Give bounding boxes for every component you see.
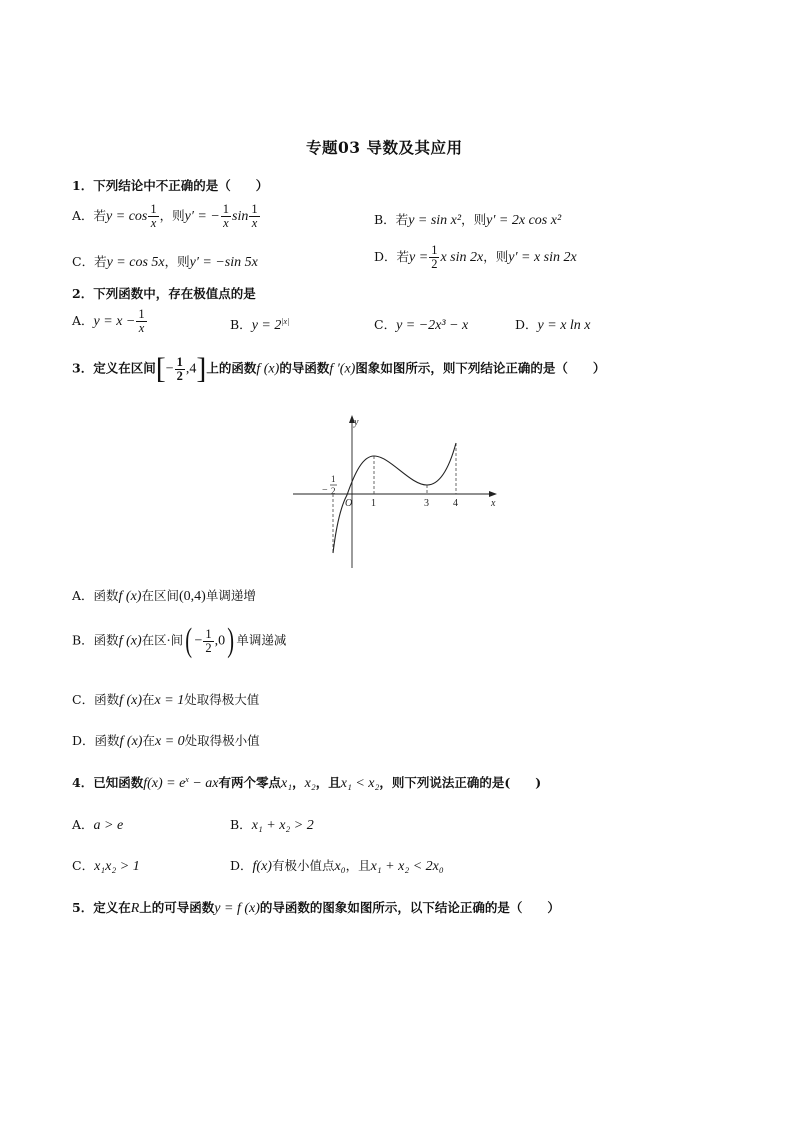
q4-d-ineq: x₁ + x₂ < 2x₀ (370, 859, 444, 874)
q1-d-deriv: y′ = x sin 2x (508, 250, 577, 265)
q3-stem-pre: 3．定义在区间 (72, 360, 156, 376)
q3-option-a (72, 586, 256, 605)
q2-option-d (515, 315, 591, 334)
q3-c-label: C．函数 (72, 692, 120, 707)
q3-c-post: 处取得极大值 (184, 692, 260, 707)
q4-d-func: f(x) (252, 859, 272, 874)
q3-stem-mid: 上的函数 (206, 360, 257, 376)
q3-c-mid: 在 (142, 692, 155, 707)
tick-4: 4 (453, 498, 458, 509)
q1-c-deriv: y′ = −sin 5x (189, 255, 258, 270)
q3-bracket-right: ] (196, 352, 207, 385)
q1-a-label: A．若 (72, 208, 107, 223)
q5-R: R (130, 901, 140, 916)
q3-b-label: B．函数 (72, 632, 119, 648)
q3-stem-post: 图象如图所示，则下列结论正确的是（ ） (355, 360, 606, 376)
q4-option-c (72, 856, 140, 875)
q4-ineq: x₁ < x₂ (340, 776, 380, 791)
q4-b-expr: x₁ + x₂ > 2 (251, 818, 314, 833)
x-axis-label: x (491, 498, 496, 509)
q1-b-mid: ，则 (461, 212, 487, 227)
q1-a-frac3: $\frac{1}{x}$ (251, 202, 258, 230)
neg-half-minus: − (322, 485, 328, 496)
tick-1: 1 (371, 498, 376, 509)
q1-a-mid: ，则 (159, 208, 185, 223)
q4-stem-mid2: ，且 (315, 775, 341, 790)
q5-stem-post: 的导函数的图象如图所示，以下结论正确的是（ ） (259, 900, 560, 915)
q1-a-deriv: y′ = − (184, 209, 220, 224)
q3-fpx: f ′(x) (329, 361, 356, 377)
q3-interval-frac: $\frac{1}{2}$ (176, 354, 183, 383)
q1-d-frac: $\frac{1}{2}$ (431, 243, 438, 271)
q3-a-interval: (0,4) (178, 589, 206, 604)
q3-b-paren-left: ( (185, 622, 193, 659)
derivative-graph (285, 410, 505, 570)
q4-func-rest: − ax (188, 776, 219, 791)
q4-d-mid2: ，且 (345, 858, 371, 873)
q4-stem-mid: 有两个零点 (218, 775, 282, 790)
q3-stem-mid2: 的导函数 (279, 360, 330, 376)
q4-c-expr: x₁x₂ > 1 (94, 859, 140, 874)
q2-a-frac: $\frac{1}{x}$ (138, 307, 145, 335)
page-title: 专题03 导数及其应用 (306, 138, 463, 157)
q1-d-mid: ，则 (483, 249, 509, 264)
q3-a-fx: f (x) (118, 589, 142, 604)
q1-a-frac2: $\frac{1}{x}$ (222, 202, 230, 230)
q3-b-fx: f (x) (118, 633, 142, 649)
q3-a-mid: 在区间 (141, 588, 179, 603)
q3-a-post: 单调递增 (205, 588, 256, 603)
q4-d-label: D． (230, 858, 253, 873)
q3-d-mid: 在 (142, 733, 155, 748)
q3-a-label: A．函数 (72, 588, 119, 603)
q2-b-label: B． (230, 317, 252, 332)
q3-c-x: x = 1 (154, 693, 185, 708)
q1-c-mid: ，则 (164, 254, 190, 269)
neg-half-num: 1 (331, 474, 336, 484)
q4-option-d (230, 856, 444, 875)
q4-d-mid: 有极小值点 (271, 858, 335, 873)
q1-b-label: B．若 (374, 212, 409, 227)
q1-c-label: C．若 (72, 254, 107, 269)
q4-b-label: B． (230, 817, 252, 832)
q3-b-frac: $\frac{1}{2}$ (205, 626, 212, 655)
q3-b-interval-right: ,0 (214, 633, 226, 649)
x-axis-arrow (489, 491, 497, 497)
q4-stem-post: ，则下列说法正确的是( ) (379, 775, 542, 790)
q1-option-d (374, 244, 577, 271)
q3-option-d (72, 731, 260, 750)
q4-stem-pre: 4．已知函数 (72, 775, 144, 790)
tick-3: 3 (424, 498, 429, 509)
q3-d-post: 处取得极小值 (184, 733, 260, 748)
q4-func-exp: x (185, 774, 189, 784)
q4-option-b (230, 815, 314, 834)
q2-d-label: D． (515, 317, 538, 332)
q1-a-sin: sin (232, 209, 249, 224)
q1-c-func: y = cos 5x (106, 255, 165, 270)
q4-a-expr: a > e (93, 818, 124, 833)
q2-option-c (374, 315, 468, 334)
q2-d-func: y = x ln x (537, 318, 591, 333)
q5-stem-mid: 上的可导函数 (139, 900, 215, 915)
q1-a-frac: $\frac{1}{x}$ (150, 202, 157, 230)
q1-d-func2: x sin 2x (440, 250, 484, 265)
q4-comma: ， (292, 775, 305, 790)
q3-d-fx: f (x) (119, 734, 143, 749)
q3-fx: f (x) (256, 361, 280, 377)
q2-c-func: y = −2x³ − x (396, 318, 469, 333)
q3-b-mid: 在区·间 (141, 632, 184, 648)
y-axis-label: y (354, 417, 359, 428)
q3-interval-right: ,4 (185, 361, 197, 377)
q4-d-x0: x₀ (334, 859, 346, 874)
q3-b-paren-right: ) (227, 622, 235, 659)
q2-b-func: y = 2 (251, 318, 282, 333)
q4-x1: x₁ (281, 776, 293, 791)
q4-x2: x₂ (304, 776, 316, 791)
q3-option-c (72, 690, 259, 709)
q4-c-label: C． (72, 858, 95, 873)
q1-stem: 1．下列结论中不正确的是（ ） (72, 178, 269, 193)
neg-half-den: 2 (331, 486, 336, 496)
q4-a-label: A． (72, 817, 94, 832)
origin-label: O (345, 498, 353, 509)
q3-d-x: x = 0 (154, 734, 185, 749)
q3-c-fx: f (x) (119, 693, 143, 708)
q1-d-label: D．若 (374, 249, 410, 264)
q2-a-label: A． (72, 313, 94, 328)
q1-a-func: y = cos (106, 209, 148, 224)
q3-b-minus: − (194, 633, 203, 649)
q2-option-b (230, 315, 289, 334)
q5-stem (72, 898, 560, 917)
q2-stem: 2．下列函数中，存在极值点的是 (72, 286, 256, 301)
q4-func: f(x) = e (143, 776, 186, 791)
q4-stem (72, 773, 541, 792)
q3-stem (72, 354, 605, 384)
q2-c-label: C． (374, 317, 397, 332)
q3-d-label: D．函数 (72, 733, 120, 748)
q2-option-a (72, 308, 148, 335)
q5-stem-pre: 5．定义在 (72, 900, 131, 915)
q3-bracket-left: [ (155, 352, 166, 385)
q1-option-c (72, 252, 258, 271)
q2-a-func: y = x − (93, 314, 136, 329)
q1-b-func: y = sin x² (408, 213, 462, 228)
q1-d-func: y = (409, 250, 429, 265)
q5-func: y = f (x) (214, 901, 260, 916)
q3-b-post: 单调递减 (236, 632, 287, 648)
q4-option-a (72, 815, 123, 834)
q3-minus: − (165, 361, 174, 377)
q1-option-b (374, 210, 561, 229)
q3-option-b (72, 624, 286, 658)
q1-b-deriv: y′ = 2x cos x² (486, 213, 562, 228)
q1-option-a (72, 203, 261, 230)
q2-b-exp: |x| (281, 316, 290, 326)
